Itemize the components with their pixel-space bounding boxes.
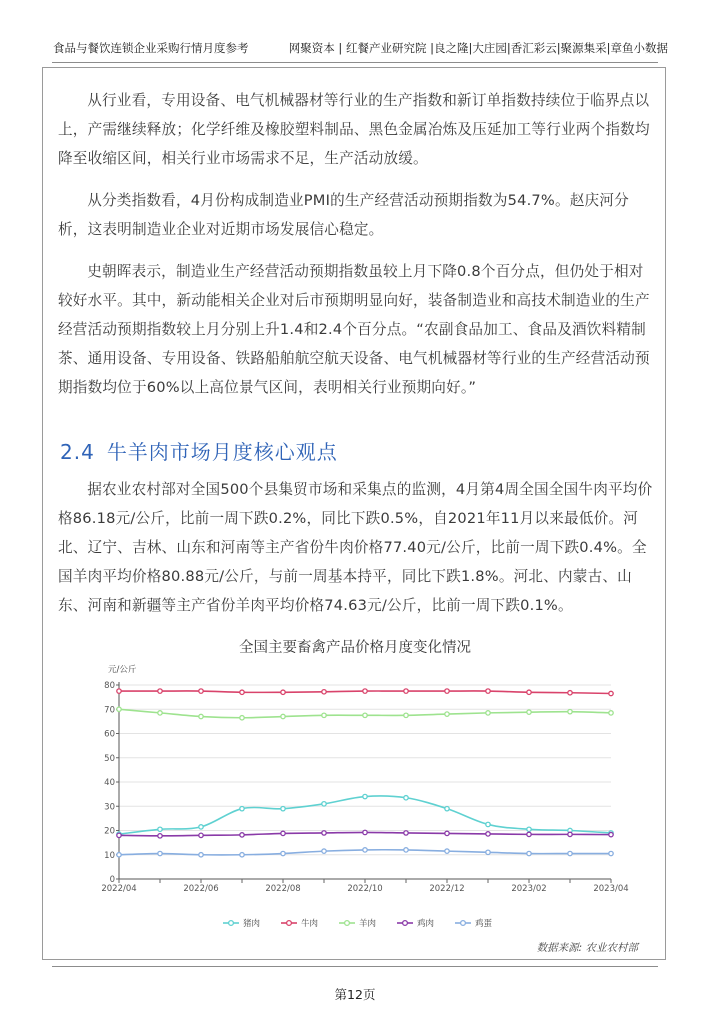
- series-4-point: [199, 853, 203, 857]
- data-source: 数据来源: 农业农村部: [536, 942, 638, 954]
- series-1-point: [322, 690, 326, 694]
- series-1-point: [240, 690, 244, 694]
- y-tick-label: 50: [104, 753, 115, 764]
- series-1-point: [117, 689, 121, 693]
- series-3-point: [445, 831, 449, 835]
- y-tick-label: 10: [104, 850, 115, 861]
- series-2-point: [404, 713, 408, 717]
- series-4-point: [117, 853, 121, 857]
- paragraph-beef-mutton-prices: 据农业农村部对全国500个县集贸市场和采集点的监测，4月第4周全国全国牛肉平均价格86.18元/公斤，比前一周下跌0.2%，同比下跌0.5%，自2021年11月以来最低价。河北、辽宁、吉林、山东和河南等主产省份牛肉价格77.40元/公斤，比前一周下跌0.4%。全国羊肉平均价格80.88元/公斤，与前一周基本持平，同比下跌1.8%。河北、内蒙古、山东、河南和新疆等主产省份羊肉平均价格74.63元/公斤，比前一周下跌0.1%。: [58, 481, 653, 614]
- x-tick-label: 2022/12: [429, 884, 465, 894]
- legend-label: 牛肉: [301, 919, 319, 929]
- series-2-point: [199, 714, 203, 718]
- series-2-point: [281, 714, 285, 718]
- series-0-point: [281, 806, 285, 810]
- series-3-point: [363, 830, 367, 834]
- x-tick-label: 2022/04: [101, 884, 137, 894]
- series-3-point: [486, 832, 490, 836]
- legend-swatch-marker: [403, 921, 408, 926]
- series-1-point: [609, 691, 613, 695]
- header-divider: [52, 62, 658, 63]
- paragraph-classification-index: 从分类指数看，4月份构成制造业PMI的生产经营活动预期指数为54.7%。赵庆河分析，这表明制造业企业对近期市场发展信心稳定。: [58, 192, 629, 238]
- section-number: 2.4: [60, 440, 95, 464]
- series-2-point: [363, 713, 367, 717]
- section-heading: [60, 436, 338, 465]
- series-2-point: [322, 713, 326, 717]
- legend-swatch-marker: [461, 921, 466, 926]
- series-0-point: [363, 794, 367, 798]
- series-1-point: [199, 689, 203, 693]
- series-0-point: [445, 806, 449, 810]
- legend-label: 鸡蛋: [475, 919, 493, 929]
- section-title: 牛羊肉市场月度核心观点: [106, 440, 338, 464]
- series-3-point: [609, 832, 613, 836]
- legend-swatch-marker: [229, 921, 234, 926]
- footer-divider: [52, 966, 658, 967]
- legend-swatch-marker: [287, 921, 292, 926]
- series-0-point: [199, 825, 203, 829]
- chart-title: 全国主要畜禽产品价格月度变化情况: [239, 640, 471, 656]
- x-tick-label: 2022/06: [183, 884, 219, 894]
- series-0-point: [486, 822, 490, 826]
- paragraph-industry: 从行业看，专用设备、电气机械器材等行业的生产指数和新订单指数持续位于临界点以上，产需继续释放；化学纤维及橡胶塑料制品、黑色金属冶炼及压延加工等行业两个指数均降至收缩区间，相关行业市场需求不足，生产活动放缓。: [58, 92, 650, 167]
- legend-label: 羊肉: [359, 919, 377, 929]
- series-0-point: [322, 802, 326, 806]
- series-1-point: [404, 689, 408, 693]
- series-4-point: [568, 851, 572, 855]
- price-line-chart: [90, 660, 630, 942]
- series-3-point: [568, 832, 572, 836]
- series-1-point: [363, 689, 367, 693]
- series-3-point: [527, 832, 531, 836]
- series-1-point: [568, 691, 572, 695]
- legend-label: 鸡肉: [417, 919, 435, 929]
- series-4-point: [445, 849, 449, 853]
- x-tick-label: 2023/02: [511, 884, 547, 894]
- series-1-point: [527, 690, 531, 694]
- series-3-point: [281, 831, 285, 835]
- series-4-point: [363, 848, 367, 852]
- series-3-point: [240, 833, 244, 837]
- paragraph-expectation-index: 史朝晖表示，制造业生产经营活动预期指数虽较上月下降0.8个百分点，但仍处于相对较好水平。其中，新动能相关企业对后市预期明显向好，装备制造业和高技术制造业的生产经营活动预期指数较上月分别上升1.4和2.4个百分点。“农副食品加工、食品及酒饮料精制茶、通用设备、专用设备、铁路船舶航空航天设备、电气机械器材等行业的生产经营活动预期指数均位于60%以上高位景气区间，表明相关行业预期向好。”: [58, 263, 650, 396]
- y-tick-label: 40: [104, 778, 115, 788]
- series-1-point: [281, 690, 285, 694]
- series-3-point: [199, 833, 203, 837]
- series-0-point: [404, 796, 408, 800]
- series-2-point: [240, 716, 244, 720]
- series-4-point: [322, 849, 326, 853]
- series-4-point: [527, 851, 531, 855]
- page-header: [45, 37, 670, 59]
- series-3-point: [117, 833, 121, 837]
- series-3-point: [322, 831, 326, 835]
- series-2-point: [445, 712, 449, 716]
- x-tick-label: 2022/08: [265, 884, 301, 894]
- series-2-point: [568, 709, 572, 713]
- series-4-point: [404, 848, 408, 852]
- series-3-point: [404, 831, 408, 835]
- series-3-point: [158, 834, 162, 838]
- series-2-point: [117, 707, 121, 711]
- series-4-point: [240, 853, 244, 857]
- legend-swatch-marker: [345, 921, 350, 926]
- series-4-point: [281, 851, 285, 855]
- y-tick-label: 80: [104, 681, 115, 691]
- y-tick-label: 30: [104, 802, 115, 813]
- series-line-0: [119, 796, 611, 834]
- series-4-point: [486, 850, 490, 854]
- series-2-point: [527, 710, 531, 714]
- series-2-point: [158, 711, 162, 715]
- y-tick-label: 20: [104, 826, 115, 837]
- y-tick-label: 60: [104, 729, 115, 740]
- series-2-point: [609, 711, 613, 715]
- series-4-point: [158, 851, 162, 855]
- header-title: 食品与餐饮连锁企业采购行情月度参考: [53, 41, 249, 55]
- header-publishers: 网聚资本 | 红餐产业研究院 |良之隆|大庄园|香汇彩云|聚源集采|章鱼小数据: [288, 41, 668, 55]
- series-2-point: [486, 711, 490, 715]
- y-tick-label: 70: [104, 705, 115, 716]
- y-axis-unit-label: 元/公斤: [108, 665, 137, 675]
- series-0-point: [240, 806, 244, 810]
- page-number: 第12页: [334, 987, 376, 1002]
- series-0-point: [527, 827, 531, 831]
- x-tick-label: 2023/04: [593, 884, 629, 894]
- series-1-point: [486, 689, 490, 693]
- legend-label: 猪肉: [243, 919, 261, 929]
- series-1-point: [158, 689, 162, 693]
- series-0-point: [158, 827, 162, 831]
- y-tick-label: 0: [109, 875, 115, 885]
- series-4-point: [609, 851, 613, 855]
- x-tick-label: 2022/10: [347, 884, 383, 894]
- series-1-point: [445, 689, 449, 693]
